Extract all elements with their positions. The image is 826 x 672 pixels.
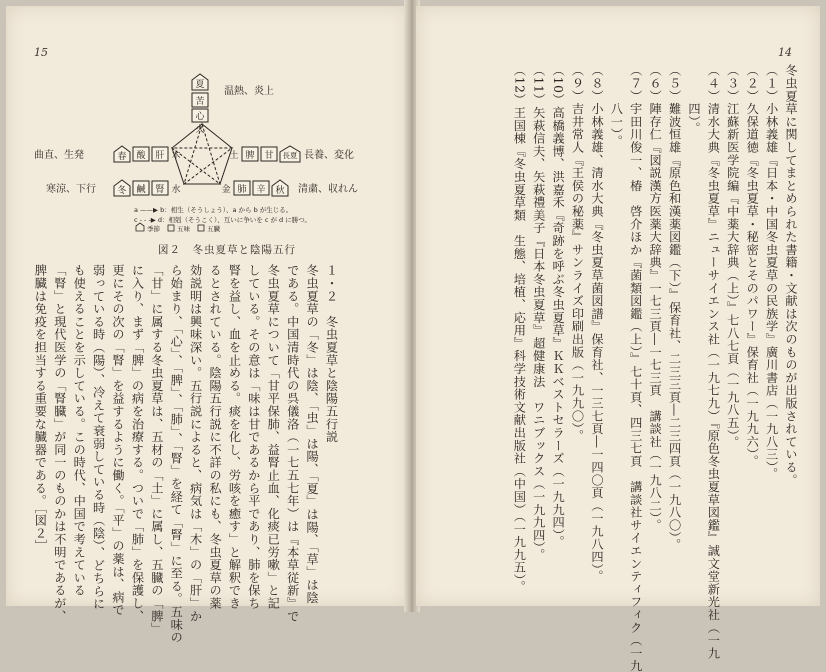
body-line: 効説明は興味深い。五行説によると、病気は「木」の「肝」か	[188, 264, 203, 623]
node-spleen	[229, 146, 354, 162]
spleen-season: 長夏	[282, 151, 298, 160]
body-line: 「腎」と現代医学の「腎臓」が同一のものかは不明であるが、	[52, 264, 67, 623]
right-page	[416, 6, 820, 672]
reference-item: （５）難波恒雄『原色和漢薬図鑑（下）』保育社、二三三頁―二三四頁（一九八〇）。	[667, 64, 682, 551]
body-line: 冬虫夏草の「冬」は陰、「虫」は陽、「夏」は陽、「草」は陰	[305, 264, 320, 605]
reference-item: （７）宇田川俊一、椿 啓介ほか『菌類図鑑（上）』七十頁、四三七頁 講談社サイエンティフィク（一九	[628, 64, 643, 672]
body-line: に入り、まず「脾」の病を治療する。ついで「肺」を保護し、	[130, 264, 145, 623]
lung-taste: 辛	[256, 185, 266, 195]
kidney-element: 水	[171, 185, 181, 195]
body-line: 弱っている時（陽）、冷えて衰弱している時（陰）、どちらに	[91, 264, 106, 611]
node-liver	[34, 146, 181, 162]
body-line: も使えることを示している。この時代、中国で考えている	[72, 264, 87, 597]
reference-item: （11）矢萩信夫、矢萩禮美子『日本冬虫夏草』超健康法 ワニブックス（一九九四）。	[531, 64, 546, 562]
left-body-text	[30, 264, 341, 644]
body-line: ら始まり、「心」、「脾」、「肺」、「腎」を経て「腎」に至る。五味の	[169, 264, 184, 644]
reference-item: 八一）。	[609, 64, 624, 148]
section-heading: １・２ 冬虫夏草と陰陽五行説	[324, 264, 339, 444]
node-lung	[221, 180, 358, 196]
spleen-taste: 甘	[264, 151, 274, 161]
node-heart	[192, 74, 274, 135]
five-elements-diagram	[6, 6, 408, 246]
body-line: るとされている。陰陽五行説に不詳の私にも、冬虫夏草の薬	[208, 264, 223, 610]
spleen-element: 土	[229, 151, 239, 161]
lung-organ: 肺	[237, 185, 247, 195]
lung-element: 金	[221, 185, 231, 195]
reference-item: （１）小林義雄『日本・中国冬虫夏草の民族学』廣川書店（一九八三）。	[764, 64, 779, 481]
page-number: 15	[34, 46, 48, 59]
diagram-legend	[134, 205, 311, 233]
reference-item: （３）江蘇新医学院編『中薬大辞典（上）』七八七頁（一九八五）。	[725, 64, 740, 449]
left-page	[6, 6, 408, 644]
reference-item: （９）吉井常人『王侯の秘薬』サンライズ印刷出版（一九九〇）。	[570, 64, 585, 442]
kidney-label: 寒涼、下行	[46, 184, 96, 195]
spleen-organ: 脾	[245, 151, 255, 161]
body-line: 脾臓は免疫を担当する重要な臓器である。［図２］	[33, 264, 48, 553]
reference-item: （８）小林義雄、清水大典『冬虫夏草菌図譜』保育社、一三七頁―一四〇頁（一九八四）。	[589, 64, 604, 583]
page-number-right: 14	[778, 46, 792, 59]
legend-ke: c - - -▶ d：相剋（そうこく）、互いに争いを c が d に勝つ。	[134, 216, 311, 224]
liver-label: 曲直、生発	[34, 150, 84, 161]
right-body-text	[509, 64, 800, 672]
lung-label: 清粛、収れん	[298, 184, 358, 195]
liver-season: 春	[117, 152, 127, 162]
kidney-organ: 腎	[155, 185, 165, 195]
body-line: である。中国清時代の呉儀洛（一七五七年）は『本草従新』で	[285, 264, 300, 623]
heart-element: 火	[195, 125, 205, 135]
reference-item: （２）久保道徳『冬虫夏草・秘密とそのパワー』保育社（一九九六）。	[745, 64, 760, 468]
legend-taste: 五味	[177, 225, 190, 233]
body-line: 更にその次の「腎」を益するように働く。「平」の薬は、病で	[111, 264, 126, 617]
liver-taste: 酸	[136, 151, 146, 161]
kidney-season: 冬	[117, 186, 127, 196]
legend-sheng: a ——▶ b：相生（そうしょう）、a から b が生じる。	[134, 206, 293, 214]
body-line: 冬虫夏草について「甘平保肺、益腎止血、化痰已労嗽」と記	[266, 264, 281, 610]
spleen-label: 長養、変化	[304, 150, 354, 161]
body-line: している。その意は「味は甘であるから平であり、肺を保ち	[246, 264, 261, 610]
liver-element: 木	[171, 151, 181, 161]
heart-season: 夏	[195, 80, 205, 90]
body-line: 「甘」に属する冬虫夏草は、五材の「土」に属し、五臓の「脾」	[149, 264, 164, 636]
reference-item: （10）高橋義博、洪嘉禾『奇跡を呼ぶ冬虫夏草』ＫＫベストセラーズ（一九九四）。	[551, 64, 566, 549]
reference-item: （４）清水大典『冬虫夏草』ニューサイエンス社（一九七九）『原色冬虫夏草図鑑』誠文堂新光社（一九	[706, 64, 721, 660]
reference-item: （12）王国棟『冬虫夏草類 生態、培植、応用』科学技術文献出版社（中国）（一九九五）。	[512, 64, 527, 594]
intro-line: 冬虫夏草に関してまとめられた書籍・文献は次のものが出版されている。	[784, 64, 798, 487]
reference-item: （６）陣存仁『図説漢方医薬大辞典』一七三頁―一七三頁 講談社（一九八二）。	[648, 64, 663, 532]
legend-organ: 五臓	[207, 225, 220, 233]
liver-organ: 肝	[155, 151, 165, 161]
reference-item: 四）。	[686, 64, 701, 135]
figure-caption: 図２ 冬虫夏草と陰陽五行	[158, 244, 296, 256]
body-line: 腎を益し、血を止める。痰を化し、労咳を癒す」と解釈でき	[227, 264, 242, 610]
heart-organ: 心	[195, 112, 205, 122]
heart-taste: 苦	[195, 97, 205, 107]
node-kidney	[46, 180, 181, 196]
kidney-taste: 鹹	[136, 185, 146, 195]
lung-season: 秋	[275, 186, 285, 196]
heart-label: 温熱、炎上	[224, 86, 274, 97]
legend-season: 季節	[147, 225, 160, 233]
